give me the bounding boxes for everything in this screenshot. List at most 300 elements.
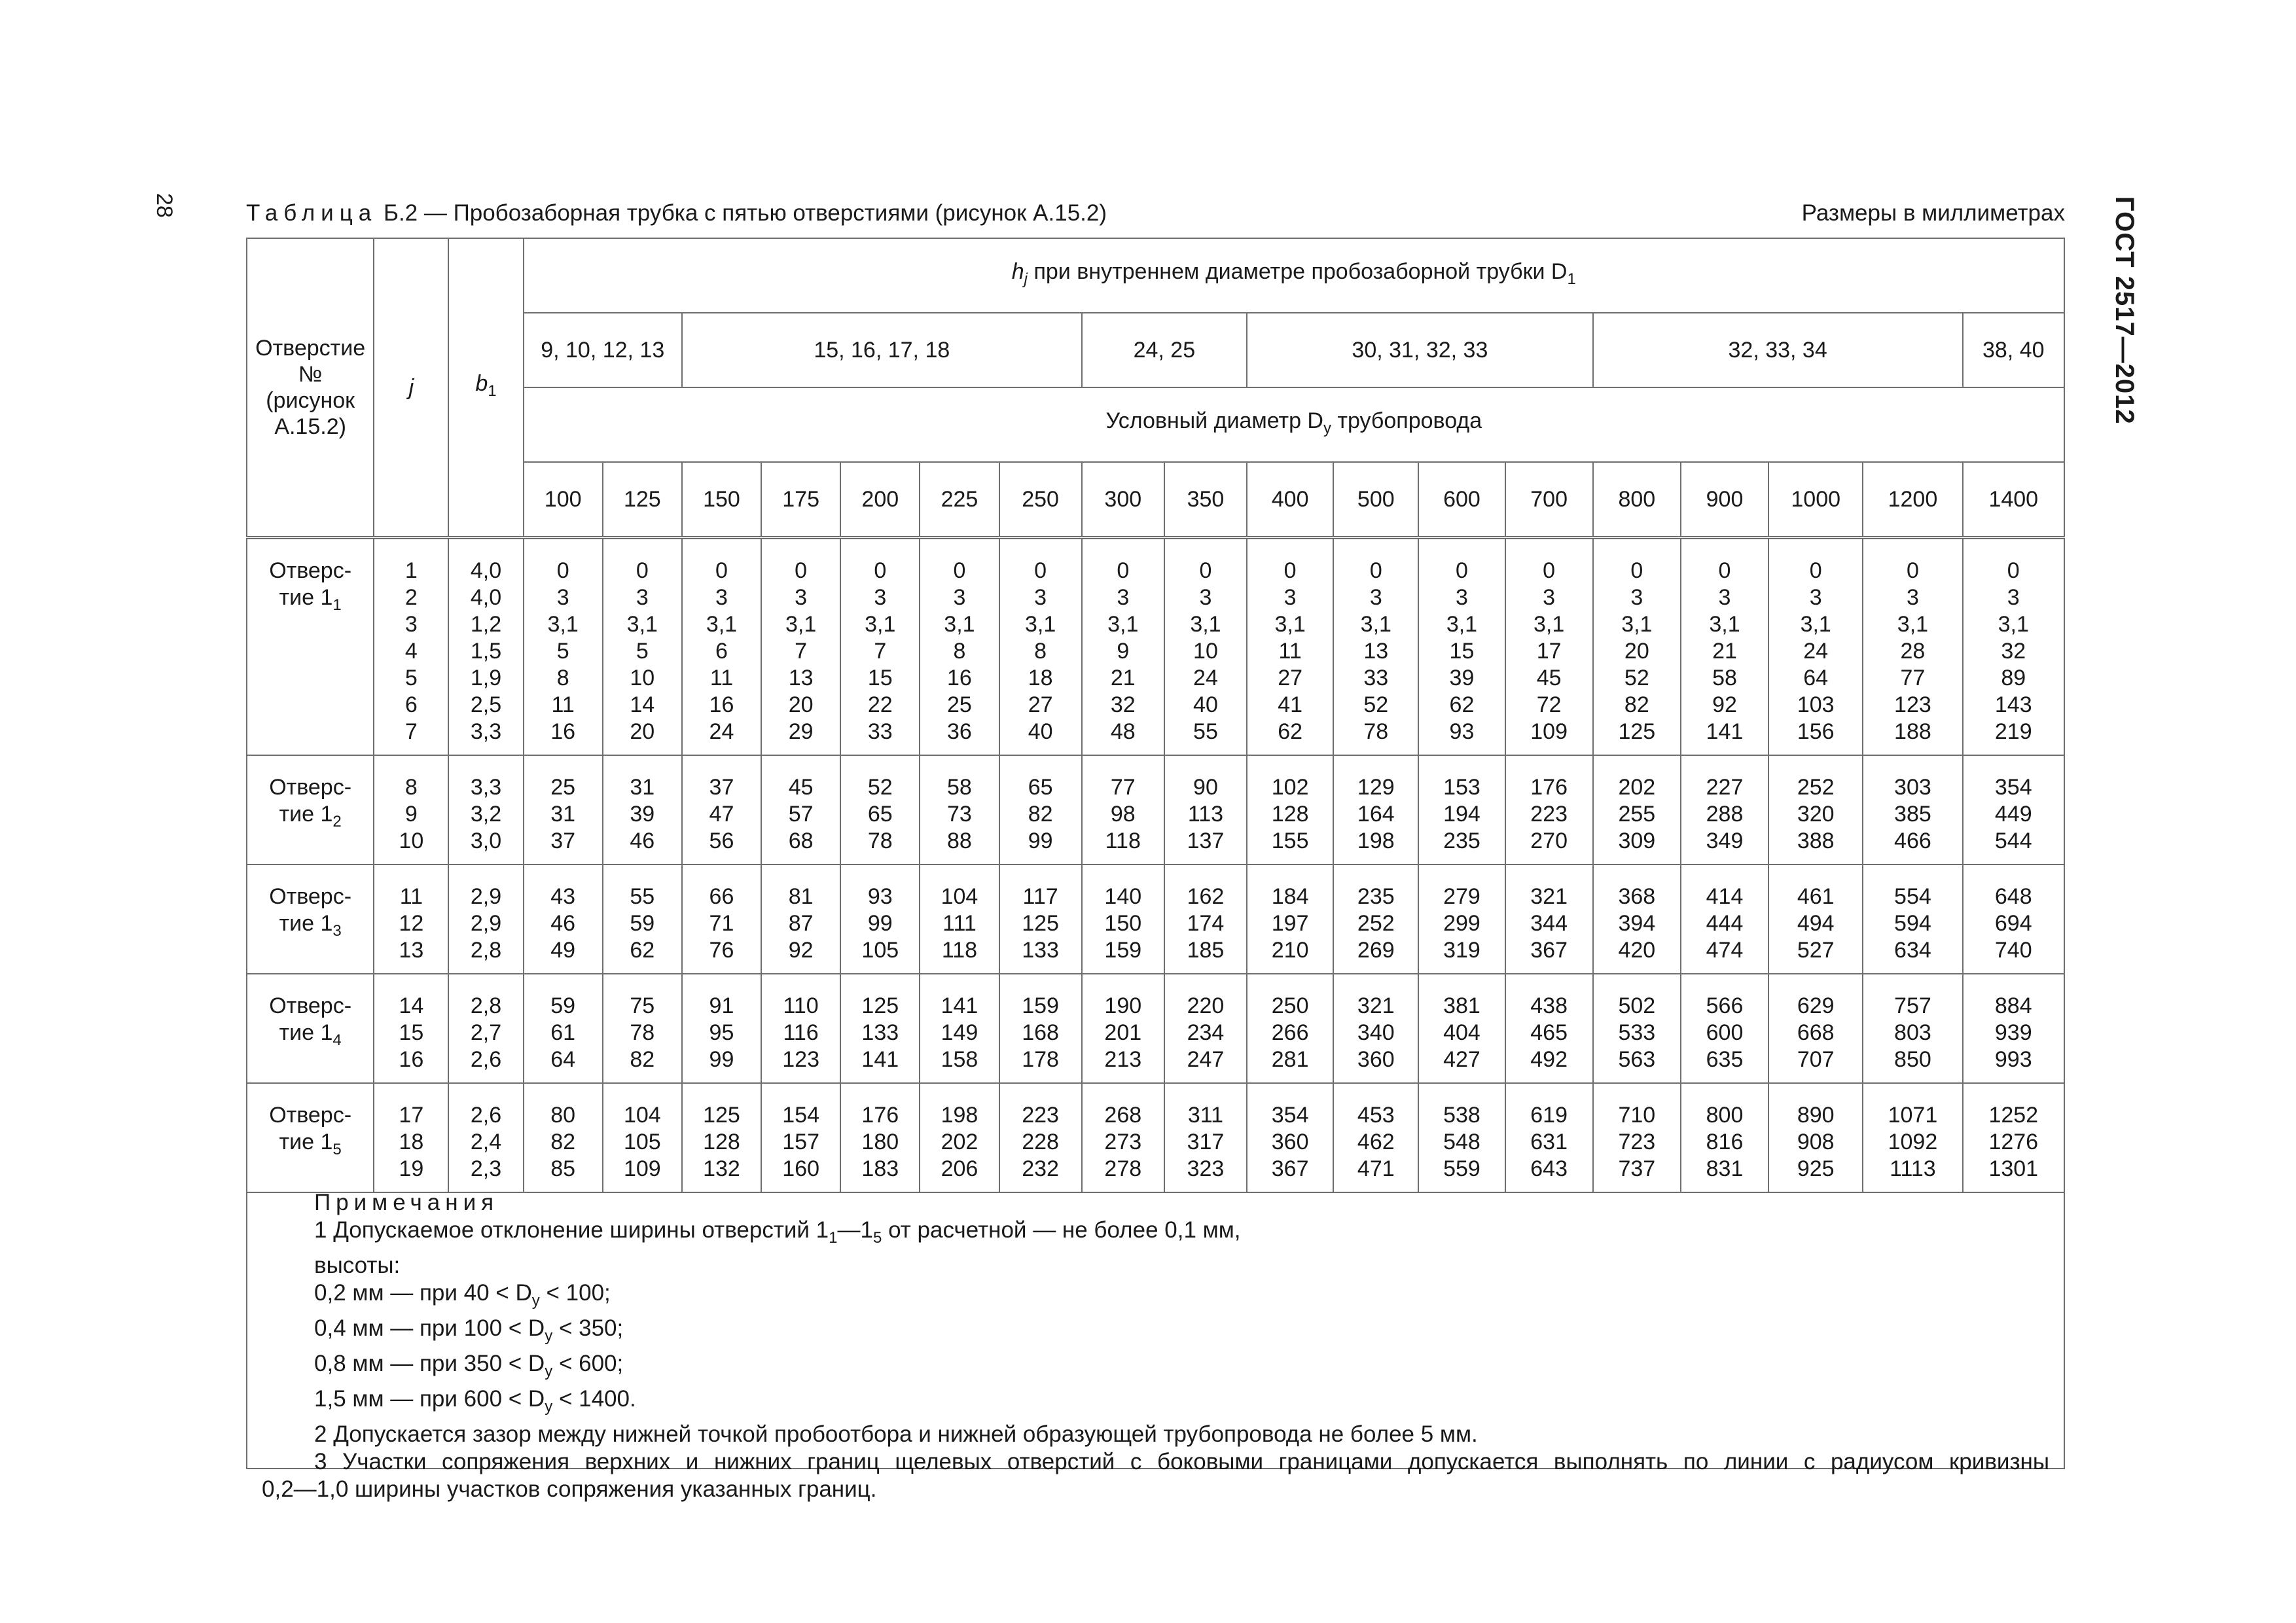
cell-value: 554 [1894,884,1931,909]
cell-value: 56 [709,829,734,853]
cell-value: 185 [1187,938,1225,963]
hj-cell [1247,974,1333,1083]
cell-value: 3 [1630,585,1643,610]
cell-value: 62 [630,938,655,963]
cell-value: 89 [2001,666,2026,690]
hole-label: Отверс- тие $1_4$ [247,974,374,1083]
cell-value: 0 [1906,558,1919,583]
cell-value: 3 [556,585,569,610]
cell-value: 0 [1718,558,1731,583]
cell-value: 45 [1536,666,1562,690]
cell-value: 156 [1797,719,1835,744]
cell-value: 594 [1894,911,1931,936]
cell-value: 360 [1271,1130,1309,1154]
cell-value: 41 [1278,692,1303,717]
cell-value: 117 [1022,884,1058,909]
cell-value: 474 [1706,938,1744,963]
cell-value: 123 [1894,692,1931,717]
header-dy: Условный диаметр $D_у$ трубопровода [524,387,2064,462]
hj-cell [1863,755,1962,865]
cell-value: 110 [783,993,819,1018]
cell-value: 33 [1363,666,1389,690]
cell-value: 176 [1530,775,1568,800]
cell-value: 141 [1706,719,1744,744]
cell-value: 17 [1536,639,1562,664]
cell-value: 90 [1193,775,1218,800]
cell-value: 66 [709,884,734,909]
cell-value: 908 [1797,1130,1835,1154]
cell-value: 707 [1797,1047,1835,1072]
cell-value: 11 [399,884,423,909]
b1-cell [448,538,523,756]
cell-value: 303 [1894,775,1931,800]
cell-value: 0 [1034,558,1047,583]
d1-group: 24, 25 [1082,313,1247,387]
cell-value: 57 [788,802,814,827]
hj-cell [524,755,603,865]
table-row [247,865,2064,974]
cell-value: 344 [1530,911,1568,936]
b1-cell [448,865,523,974]
cell-value: 3 [1543,585,1556,610]
cell-value: 33 [867,719,893,744]
cell-value: 4 [404,639,418,664]
cell-value: 18 [399,1130,424,1154]
cell-value: 125 [1022,911,1059,936]
cell-value: 58 [1712,666,1737,690]
caption-text: Б.2 — Пробозаборная трубка с пятью отверстиями (рисунок А.15.2) [383,200,1107,226]
cell-value: 2,8 [470,993,502,1018]
cell-value: 46 [630,829,655,853]
cell-value: 10 [399,829,424,853]
hj-cell [1505,974,1593,1083]
cell-value: 2,3 [470,1156,502,1181]
cell-value: 8 [953,639,966,664]
cell-value: 93 [1449,719,1475,744]
cell-value: 3,1 [1800,612,1831,637]
hj-cell [840,974,920,1083]
dy-value: 900 [1681,462,1768,538]
cell-value: 103 [1797,692,1835,717]
cell-value: 87 [788,911,814,936]
cell-value: 453 [1357,1103,1395,1128]
cell-value: 92 [788,938,814,963]
dy-value: 400 [1247,462,1333,538]
cell-value: 737 [1618,1156,1656,1181]
cell-value: 0 [556,558,569,583]
cell-value: 48 [1110,719,1136,744]
cell-value: 3 [1809,585,1822,610]
cell-value: 3,1 [944,612,975,637]
j-cell [374,865,448,974]
cell-value: 3,0 [470,829,502,853]
cell-value: 323 [1187,1156,1225,1181]
hj-cell [1768,755,1863,865]
cell-value: 3 [1117,585,1130,610]
cell-value: 3,1 [785,612,817,637]
cell-value: 235 [1357,884,1395,909]
cell-value: 884 [1994,993,2032,1018]
cell-value: 281 [1271,1047,1309,1072]
cell-value: 32 [1110,692,1136,717]
cell-value: 1 [404,558,418,583]
cell-value: 492 [1530,1047,1568,1072]
cell-value: 6 [404,692,418,717]
cell-value: 2,7 [470,1020,502,1045]
cell-value: 250 [1271,993,1309,1018]
cell-value: 340 [1357,1020,1395,1045]
cell-value: 24 [1803,639,1829,664]
cell-value: 206 [941,1156,978,1181]
cell-value: 77 [1110,775,1136,800]
dy-value: 200 [840,462,920,538]
cell-value: 15 [1449,639,1475,664]
j-cell [374,755,448,865]
cell-value: 3 [1906,585,1919,610]
cell-value: 116 [783,1020,819,1045]
cell-value: 566 [1706,993,1744,1018]
cell-value: 3 [1034,585,1047,610]
cell-value: 4,0 [470,585,502,610]
cell-value: 600 [1706,1020,1744,1045]
hj-cell [1164,865,1247,974]
cell-value: 40 [1028,719,1053,744]
note-2: 2 Допускается зазор между нижней точкой пробоотбора и нижней образующей трубопровода не более 5 мм. [314,1421,1478,1447]
hj-cell [1418,755,1505,865]
hj-cell [761,538,840,756]
cell-value: 0 [1630,558,1643,583]
page-number: 28 [152,193,177,218]
cell-value: 309 [1618,829,1656,853]
cell-value: 629 [1797,993,1835,1018]
cell-value: 12 [399,911,424,936]
cell-value: 288 [1706,802,1744,827]
cell-value: 3,1 [1190,612,1221,637]
cell-value: 105 [623,1130,661,1154]
cell-value: 118 [941,938,978,963]
notes-block [246,1173,2065,1502]
cell-value: 178 [1022,1047,1059,1072]
cell-value: 2,6 [470,1047,502,1072]
cell-value: 3,1 [1709,612,1740,637]
hj-cell [1164,974,1247,1083]
cell-value: 201 [1104,1020,1142,1045]
cell-value: 77 [1900,666,1926,690]
cell-value: 559 [1443,1156,1480,1181]
hj-cell [1963,974,2064,1083]
cell-value: 81 [788,884,814,909]
cell-value: 548 [1443,1130,1480,1154]
cell-value: 270 [1530,829,1568,853]
note-1: 1 Допускаемое отклонение ширины отверстий $1_1—1_5$ от расчетной — не более 0,1 мм, [314,1217,1241,1247]
cell-value: 3 [1283,585,1297,610]
hj-cell [1164,538,1247,756]
cell-value: 9 [404,802,418,827]
cell-value: 2,8 [470,938,502,963]
cell-value: 64 [550,1047,576,1072]
cell-value: 461 [1797,884,1835,909]
cell-value: 438 [1530,993,1568,1018]
tolerance-line: 1,5 мм — при $600 < D_у < 1400$. [314,1386,636,1416]
cell-value: 388 [1797,829,1835,853]
cell-value: 62 [1449,692,1475,717]
cell-value: 11 [551,692,575,717]
hj-cell [1593,974,1681,1083]
cell-value: 8 [404,775,418,800]
cell-value: 62 [1278,719,1303,744]
hj-cell [1681,755,1768,865]
cell-value: 278 [1104,1156,1142,1181]
d1-group: 38, 40 [1963,313,2064,387]
cell-value: 27 [1028,692,1053,717]
cell-value: 14 [399,993,424,1018]
cell-value: 3 [1369,585,1382,610]
cell-value: 3,3 [470,719,502,744]
hj-cell [1247,538,1333,756]
cell-value: 3 [1718,585,1731,610]
cell-value: 247 [1187,1047,1225,1072]
cell-value: 99 [709,1047,734,1072]
cell-value: 140 [1104,884,1142,909]
cell-value: 5 [556,639,569,664]
dy-value: 1200 [1863,462,1962,538]
cell-value: 197 [1271,911,1309,936]
cell-value: 91 [709,993,734,1018]
hj-cell [1247,865,1333,974]
cell-value: 20 [630,719,655,744]
cell-value: 11 [709,666,734,690]
cell-value: 1,5 [470,639,502,664]
dy-value: 125 [603,462,682,538]
hj-cell [682,974,761,1083]
hole-label: Отверс- тие $1_5$ [247,1083,374,1192]
cell-value: 37 [550,829,576,853]
cell-value: 46 [550,911,576,936]
cell-value: 252 [1357,911,1395,936]
cell-value: 3,1 [1024,612,1056,637]
cell-value: 993 [1994,1047,2032,1072]
dy-value: 150 [682,462,761,538]
hj-cell [682,865,761,974]
cell-value: 13 [1363,639,1389,664]
cell-value: 831 [1706,1156,1744,1181]
cell-value: 55 [630,884,655,909]
cell-value: 1301 [1988,1156,2039,1181]
cell-value: 220 [1187,993,1225,1018]
header-hj: $h_j$ при внутреннем диаметре пробозаборной трубки $D_1$ [524,238,2064,313]
cell-value: 78 [630,1020,655,1045]
d1-group: 30, 31, 32, 33 [1247,313,1593,387]
dy-value: 800 [1593,462,1681,538]
cell-value: 0 [795,558,808,583]
cell-value: 385 [1894,802,1931,827]
hj-cell [920,755,999,865]
cell-value: 16 [399,1047,424,1072]
cell-value: 354 [1994,775,2032,800]
cell-value: 1,2 [470,612,502,637]
hj-cell [1963,755,2064,865]
hj-cell [603,974,682,1083]
header-j: j [374,238,448,538]
cell-value: 317 [1187,1130,1225,1154]
dy-value: 100 [524,462,603,538]
hj-cell [1768,538,1863,756]
cell-value: 394 [1618,911,1656,936]
hole-label: Отверс- тие $1_3$ [247,865,374,974]
cell-value: 3 [2007,585,2020,610]
cell-value: 0 [1117,558,1130,583]
cell-value: 223 [1022,1103,1059,1128]
cell-value: 420 [1618,938,1656,963]
cell-value: 0 [1809,558,1822,583]
hj-cell [524,974,603,1083]
cell-value: 635 [1706,1047,1744,1072]
cell-value: 494 [1797,911,1835,936]
cell-value: 133 [1022,938,1059,963]
cell-value: 563 [1618,1047,1656,1072]
cell-value: 78 [1363,719,1389,744]
hj-cell [603,538,682,756]
cell-value: 3,1 [706,612,738,637]
cell-value: 160 [782,1156,819,1181]
tolerance-line: 0,8 мм — при $350 < D_у < 600$; [314,1351,624,1380]
cell-value: 65 [1028,775,1053,800]
hj-cell [1164,755,1247,865]
cell-value: 190 [1104,993,1142,1018]
b1-cell [448,755,523,865]
cell-value: 159 [1104,938,1142,963]
hj-cell [524,865,603,974]
cell-value: 320 [1797,802,1835,827]
cell-value: 816 [1706,1130,1744,1154]
cell-value: 36 [947,719,972,744]
cell-value: 3 [795,585,808,610]
tolerance-line: 0,4 мм — при $100 < D_у < 350$; [314,1315,624,1345]
hj-cell [999,865,1082,974]
cell-value: 47 [709,802,734,827]
cell-value: 95 [709,1020,734,1045]
cell-value: 125 [1618,719,1656,744]
hj-cell [1863,974,1962,1083]
cell-value: 13 [788,666,814,690]
cell-value: 631 [1530,1130,1568,1154]
cell-value: 45 [788,775,814,800]
cell-value: 648 [1994,884,2032,909]
cell-value: 183 [861,1156,899,1181]
cell-value: 3,1 [1897,612,1929,637]
cell-value: 213 [1104,1047,1142,1072]
cell-value: 3,1 [1621,612,1653,637]
cell-value: 188 [1894,719,1931,744]
cell-value: 65 [867,802,893,827]
cell-value: 82 [630,1047,655,1072]
hj-cell [682,755,761,865]
cell-value: 3,1 [1107,612,1139,637]
hj-cell [999,538,1082,756]
hole-label: Отверс- тие $1_1$ [247,538,374,756]
cell-value: 16 [947,666,972,690]
cell-value: 162 [1187,884,1225,909]
cell-value: 15 [867,666,893,690]
cell-value: 321 [1357,993,1395,1018]
cell-value: 757 [1894,993,1931,1018]
cell-value: 2 [404,585,418,610]
cell-value: 18 [1028,666,1053,690]
cell-value: 21 [1110,666,1136,690]
cell-value: 164 [1357,802,1395,827]
cell-value: 59 [630,911,655,936]
cell-value: 9 [1117,639,1130,664]
note-3: 3 Участки сопряжения верхних и нижних границ щелевых отверстий с боковыми границами допускается выполнять по линии с радиусом кривизны [314,1449,2049,1474]
cell-value: 29 [788,719,814,744]
cell-value: 132 [703,1156,740,1181]
cell-value: 55 [1193,719,1218,744]
cell-value: 1252 [1988,1103,2039,1128]
hj-cell [1593,755,1681,865]
cell-value: 367 [1271,1156,1309,1181]
cell-value: 14 [630,692,655,717]
cell-value: 619 [1530,1103,1568,1128]
notes-title: Примечания [314,1190,499,1215]
dy-value: 250 [999,462,1082,538]
d1-group: 15, 16, 17, 18 [682,313,1082,387]
cell-value: 1113 [1890,1156,1936,1181]
cell-value: 3,1 [865,612,896,637]
cell-value: 16 [709,692,734,717]
hj-cell [1333,538,1418,756]
cell-value: 381 [1443,993,1480,1018]
cell-value: 82 [1028,802,1053,827]
hj-cell [1863,865,1962,974]
cell-value: 3 [636,585,649,610]
hj-cell [920,865,999,974]
cell-value: 939 [1994,1020,2032,1045]
hj-cell [1418,865,1505,974]
cell-value: 105 [861,938,899,963]
hj-cell [840,538,920,756]
hj-cell [999,974,1082,1083]
cell-value: 0 [1456,558,1468,583]
cell-value: 25 [947,692,972,717]
cell-value: 20 [788,692,814,717]
table-row [247,755,2064,865]
cell-value: 2,9 [470,911,502,936]
cell-value: 22 [867,692,893,717]
hj-cell [920,538,999,756]
cell-value: 4,0 [470,558,502,583]
cell-value: 141 [861,1047,899,1072]
cell-value: 137 [1187,829,1225,853]
cell-value: 52 [1624,666,1649,690]
cell-value: 52 [1363,692,1389,717]
dy-value: 1000 [1768,462,1863,538]
cell-value: 176 [861,1103,899,1128]
cell-value: 141 [941,993,978,1018]
cell-value: 39 [1449,666,1475,690]
cell-value: 168 [1022,1020,1059,1045]
hj-cell [1593,865,1681,974]
cell-value: 123 [782,1047,819,1072]
cell-value: 890 [1797,1103,1835,1128]
j-cell [374,538,448,756]
cell-value: 2,5 [470,692,502,717]
dy-value: 350 [1164,462,1247,538]
hj-cell [1681,865,1768,974]
cell-value: 111 [942,911,977,936]
cell-value: 1276 [1988,1130,2039,1154]
cell-value: 723 [1618,1130,1656,1154]
hj-cell [1768,865,1863,974]
